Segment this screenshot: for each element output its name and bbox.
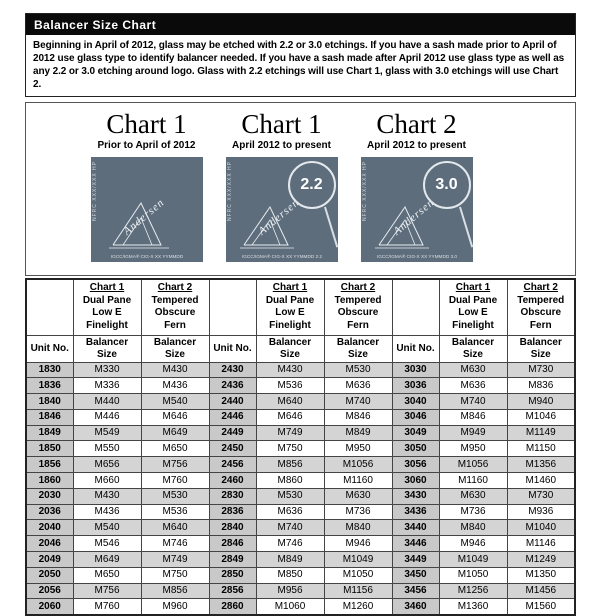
unit-no-cell: 2050 <box>26 567 73 583</box>
balancer-size-header: Balancer Size <box>439 335 507 362</box>
table-row <box>26 520 575 536</box>
balancer-size-cell: M749 <box>256 425 324 441</box>
unit-no-cell: 2860 <box>209 599 256 615</box>
chart-figure-2 <box>219 109 344 275</box>
header-line: Tempered <box>334 294 382 306</box>
balancer-size-cell: M336 <box>73 378 141 394</box>
unit-no-cell: 1840 <box>26 394 73 410</box>
balancer-size-cell: M750 <box>141 567 209 583</box>
unit-no-cell: 3450 <box>392 567 439 583</box>
chart-2-title: Chart 1 <box>241 109 322 139</box>
glass-etch-illustration-2 <box>226 157 338 262</box>
chart1-ref: Chart 1 <box>89 282 125 294</box>
balancer-size-cell: M546 <box>73 536 141 552</box>
magnifier-handle <box>324 207 338 248</box>
balancer-size-cell: M550 <box>73 441 141 457</box>
unit-no-cell: 1860 <box>26 473 73 489</box>
balancer-size-cell: M446 <box>73 409 141 425</box>
unit-no-cell: 3449 <box>392 552 439 568</box>
etching-magnifier-badge: 3.0 <box>423 161 471 209</box>
balancer-size-cell: M650 <box>141 441 209 457</box>
balancer-size-cell: M846 <box>439 409 507 425</box>
header-line: Low E <box>275 307 305 319</box>
intro-paragraph: Beginning in April of 2012, glass may be etched with 2.2 or 3.0 etchings. If you have a sash made prior to April of 2012 use glass type to identify balancer needed. If you have a sash made after April 2012 use glass type as well as any 2.2 or 3.0 etching around logo. Glass with 2.2 etchings will use Chart 1, glass with 3.0 etchings will use Chart 2. <box>33 40 565 90</box>
balancer-size-header: Balancer Size <box>324 335 392 362</box>
unit-no-cell: 3050 <box>392 441 439 457</box>
balancer-size-cell: M536 <box>256 378 324 394</box>
balancer-size-header: Balancer Size <box>256 335 324 362</box>
unit-no-cell: 2450 <box>209 441 256 457</box>
unit-no-cell: 3046 <box>392 409 439 425</box>
balancer-size-cell: M650 <box>73 567 141 583</box>
unit-no-cell: 2430 <box>209 362 256 378</box>
chart2-ref: Chart 2 <box>523 282 558 294</box>
etch-side-text: NFRC XXX/XXX HP <box>91 161 98 222</box>
table-row <box>26 599 575 615</box>
chart1-ref: Chart 1 <box>455 282 491 294</box>
balancer-size-cell: M950 <box>324 441 392 457</box>
chart1-column-header <box>256 279 324 335</box>
chart-1-subtitle: Prior to April of 2012 <box>97 140 196 151</box>
balancer-size-cell: M530 <box>324 362 392 378</box>
glass-etch-illustration-3 <box>361 157 473 262</box>
balancer-size-table <box>25 278 576 616</box>
chart1-column-header <box>439 279 507 335</box>
balancer-size-cell: M430 <box>73 488 141 504</box>
unit-no-cell: 2446 <box>209 409 256 425</box>
unit-no-cell: 1849 <box>26 425 73 441</box>
chart2-column-header <box>324 279 392 335</box>
balancer-size-cell: M1049 <box>439 552 507 568</box>
balancer-size-cell: M1156 <box>324 583 392 599</box>
etch-bottom-text: IGCC/IGMA® CIG-X XX YYMMDD <box>110 254 183 260</box>
balancer-size-cell: M1356 <box>507 457 575 473</box>
table-row <box>26 488 575 504</box>
balancer-size-cell: M649 <box>73 552 141 568</box>
etch-side-text: NFRC XXX/XXX HP <box>361 161 368 222</box>
unit-no-cell: 3436 <box>392 504 439 520</box>
balancer-size-cell: M1049 <box>324 552 392 568</box>
unit-no-cell: 2449 <box>209 425 256 441</box>
balancer-size-cell: M640 <box>141 520 209 536</box>
page-title: Balancer Size Chart <box>26 14 575 35</box>
balancer-size-cell: M630 <box>439 362 507 378</box>
table-body <box>26 362 575 615</box>
balancer-size-cell: M1050 <box>439 567 507 583</box>
header-line: Obscure <box>154 307 196 319</box>
balancer-size-cell: M1056 <box>324 457 392 473</box>
table-row <box>26 536 575 552</box>
logo-wordmark: Andersen <box>390 196 437 238</box>
balancer-size-cell: M649 <box>141 425 209 441</box>
unit-no-cell: 2830 <box>209 488 256 504</box>
unit-no-cell: 3456 <box>392 583 439 599</box>
unit-no-cell: 2040 <box>26 520 73 536</box>
balancer-size-cell: M846 <box>324 409 392 425</box>
header-line: Finelight <box>86 319 128 331</box>
balancer-size-cell: M1146 <box>507 536 575 552</box>
balancer-size-cell: M630 <box>439 488 507 504</box>
balancer-size-cell: M740 <box>439 394 507 410</box>
unit-no-header: Unit No. <box>209 335 256 362</box>
balancer-size-cell: M646 <box>141 409 209 425</box>
unit-no-cell: 2850 <box>209 567 256 583</box>
unit-no-cell: 1856 <box>26 457 73 473</box>
unit-no-cell: 2056 <box>26 583 73 599</box>
corner-cell <box>26 279 73 335</box>
balancer-size-cell: M436 <box>141 378 209 394</box>
balancer-size-cell: M1149 <box>507 425 575 441</box>
logo-wordmark: Andersen <box>255 196 302 238</box>
chart-3-title: Chart 2 <box>376 109 457 139</box>
table-row <box>26 567 575 583</box>
balancer-size-cell: M849 <box>256 552 324 568</box>
balancer-size-cell: M736 <box>324 504 392 520</box>
header-line: Dual Pane <box>82 294 132 306</box>
unit-no-cell: 3036 <box>392 378 439 394</box>
balancer-size-cell: M1260 <box>324 599 392 615</box>
balancer-size-cell: M536 <box>141 504 209 520</box>
intro-section <box>25 13 576 97</box>
chart2-column-header <box>507 279 575 335</box>
balancer-size-cell: M1040 <box>507 520 575 536</box>
balancer-size-cell: M746 <box>256 536 324 552</box>
chart2-column-header <box>141 279 209 335</box>
header-line: Dual Pane <box>265 294 315 306</box>
balancer-size-header: Balancer Size <box>507 335 575 362</box>
balancer-size-cell: M430 <box>256 362 324 378</box>
balancer-size-cell: M850 <box>256 567 324 583</box>
balancer-size-cell: M849 <box>324 425 392 441</box>
unit-no-header: Unit No. <box>392 335 439 362</box>
table-row <box>26 362 575 378</box>
balancer-size-cell: M756 <box>141 457 209 473</box>
unit-no-cell: 2060 <box>26 599 73 615</box>
balancer-size-cell: M1560 <box>507 599 575 615</box>
balancer-size-cell: M1456 <box>507 583 575 599</box>
table-row <box>26 504 575 520</box>
balancer-size-cell: M740 <box>256 520 324 536</box>
balancer-size-cell: M749 <box>141 552 209 568</box>
unit-no-cell: 3446 <box>392 536 439 552</box>
balancer-size-cell: M840 <box>324 520 392 536</box>
unit-no-cell: 1836 <box>26 378 73 394</box>
header-line: Tempered <box>151 294 199 306</box>
balancer-size-cell: M950 <box>439 441 507 457</box>
balancer-size-cell: M1050 <box>324 567 392 583</box>
unit-no-cell: 2030 <box>26 488 73 504</box>
unit-no-header: Unit No. <box>26 335 73 362</box>
unit-no-cell: 2036 <box>26 504 73 520</box>
balancer-size-cell: M946 <box>324 536 392 552</box>
balancer-size-cell: M760 <box>73 599 141 615</box>
chart1-ref: Chart 1 <box>272 282 308 294</box>
balancer-size-cell: M730 <box>507 488 575 504</box>
balancer-size-cell: M330 <box>73 362 141 378</box>
table-row <box>26 409 575 425</box>
corner-cell <box>392 279 439 335</box>
balancer-size-cell: M1046 <box>507 409 575 425</box>
chart-3-subtitle: April 2012 to present <box>367 140 466 151</box>
balancer-size-cell: M440 <box>73 394 141 410</box>
balancer-size-cell: M840 <box>439 520 507 536</box>
header-line: Low E <box>92 307 122 319</box>
balancer-size-cell: M1160 <box>439 473 507 489</box>
balancer-size-cell: M530 <box>141 488 209 504</box>
chart1-column-header <box>73 279 141 335</box>
table-row <box>26 441 575 457</box>
etch-bottom-text: IGCC/IGMA® CIG-X XX YYMMDD 3.0 <box>376 254 457 260</box>
andersen-logo <box>99 185 179 251</box>
balancer-size-cell: M1056 <box>439 457 507 473</box>
unit-no-cell: 3060 <box>392 473 439 489</box>
unit-no-cell: 2436 <box>209 378 256 394</box>
balancer-size-cell: M636 <box>324 378 392 394</box>
table-row <box>26 394 575 410</box>
balancer-size-cell: M1160 <box>324 473 392 489</box>
unit-no-cell: 2460 <box>209 473 256 489</box>
unit-no-cell: 2836 <box>209 504 256 520</box>
balancer-size-cell: M946 <box>439 536 507 552</box>
unit-no-cell: 3440 <box>392 520 439 536</box>
balancer-size-cell: M640 <box>256 394 324 410</box>
chart-figure-3 <box>354 109 479 275</box>
balancer-size-cell: M736 <box>439 504 507 520</box>
unit-no-cell: 2049 <box>26 552 73 568</box>
logo-wordmark: Andersen <box>120 196 167 238</box>
balancer-size-cell: M636 <box>256 504 324 520</box>
balancer-size-cell: M549 <box>73 425 141 441</box>
table-row <box>26 425 575 441</box>
corner-cell <box>209 279 256 335</box>
chart2-ref: Chart 2 <box>157 282 193 294</box>
balancer-size-cell: M949 <box>439 425 507 441</box>
unit-no-cell: 1830 <box>26 362 73 378</box>
unit-no-cell: 3030 <box>392 362 439 378</box>
balancer-size-cell: M656 <box>73 457 141 473</box>
balancer-size-cell: M1256 <box>439 583 507 599</box>
unit-no-cell: 2456 <box>209 457 256 473</box>
balancer-size-header: Balancer Size <box>73 335 141 362</box>
balancer-size-cell: M630 <box>324 488 392 504</box>
table-row <box>26 473 575 489</box>
unit-no-cell: 1846 <box>26 409 73 425</box>
unit-no-cell: 2849 <box>209 552 256 568</box>
table-row <box>26 583 575 599</box>
balancer-size-cell: M746 <box>141 536 209 552</box>
chart2-ref: Chart 2 <box>340 282 376 294</box>
balancer-size-cell: M636 <box>439 378 507 394</box>
etch-side-text: NFRC XXX/XXX HP <box>226 161 233 222</box>
balancer-size-cell: M940 <box>507 394 575 410</box>
unit-no-cell: 3460 <box>392 599 439 615</box>
balancer-size-cell: M660 <box>73 473 141 489</box>
table-row <box>26 378 575 394</box>
balancer-size-cell: M1360 <box>439 599 507 615</box>
balancer-size-cell: M1060 <box>256 599 324 615</box>
header-line: Finelight <box>269 319 311 331</box>
glass-etch-illustration-1 <box>91 157 203 262</box>
balancer-size-cell: M750 <box>256 441 324 457</box>
header-line: Fern <box>347 319 369 331</box>
balancer-size-cell: M960 <box>141 599 209 615</box>
unit-no-cell: 3056 <box>392 457 439 473</box>
unit-no-cell: 1850 <box>26 441 73 457</box>
balancer-size-cell: M430 <box>141 362 209 378</box>
chart-figure-1 <box>84 109 209 275</box>
balancer-size-cell: M836 <box>507 378 575 394</box>
balancer-size-cell: M856 <box>141 583 209 599</box>
balancer-size-header: Balancer Size <box>141 335 209 362</box>
unit-no-cell: 2046 <box>26 536 73 552</box>
balancer-size-cell: M956 <box>256 583 324 599</box>
balancer-size-cell: M1350 <box>507 567 575 583</box>
balancer-size-cell: M540 <box>73 520 141 536</box>
etching-magnifier-badge: 2.2 <box>288 161 336 209</box>
balancer-size-cell: M756 <box>73 583 141 599</box>
balancer-size-cell: M530 <box>256 488 324 504</box>
header-line: Low E <box>458 307 488 319</box>
balancer-size-cell: M936 <box>507 504 575 520</box>
balancer-size-cell: M1150 <box>507 441 575 457</box>
header-line: Tempered <box>517 294 565 306</box>
header-line: Fern <box>529 319 552 331</box>
unit-no-cell: 3040 <box>392 394 439 410</box>
etch-bottom-text: IGCC/IGMA® CIG-X XX YYMMDD 2.2 <box>241 254 322 260</box>
header-line: Dual Pane <box>448 294 498 306</box>
charts-panel <box>25 102 576 276</box>
balancer-size-cell: M646 <box>256 409 324 425</box>
header-line: Finelight <box>452 319 494 331</box>
unit-no-cell: 3430 <box>392 488 439 504</box>
balancer-size-cell: M1249 <box>507 552 575 568</box>
header-line: Fern <box>164 319 186 331</box>
magnifier-handle <box>459 207 473 248</box>
unit-no-cell: 3049 <box>392 425 439 441</box>
header-line: Obscure <box>520 307 562 319</box>
balancer-size-cell: M730 <box>507 362 575 378</box>
table-group-header-row <box>26 279 575 335</box>
unit-no-cell: 2846 <box>209 536 256 552</box>
table-row <box>26 457 575 473</box>
balancer-size-cell: M540 <box>141 394 209 410</box>
balancer-size-cell: M1460 <box>507 473 575 489</box>
balancer-size-cell: M856 <box>256 457 324 473</box>
balancer-size-cell: M436 <box>73 504 141 520</box>
chart-1-title: Chart 1 <box>106 109 187 139</box>
balancer-size-cell: M760 <box>141 473 209 489</box>
table-sub-header-row <box>26 335 575 362</box>
unit-no-cell: 2840 <box>209 520 256 536</box>
balancer-size-cell: M740 <box>324 394 392 410</box>
header-line: Obscure <box>337 307 379 319</box>
table-row <box>26 552 575 568</box>
balancer-size-cell: M860 <box>256 473 324 489</box>
chart-2-subtitle: April 2012 to present <box>232 140 331 151</box>
unit-no-cell: 2856 <box>209 583 256 599</box>
unit-no-cell: 2440 <box>209 394 256 410</box>
document-content <box>25 13 576 616</box>
